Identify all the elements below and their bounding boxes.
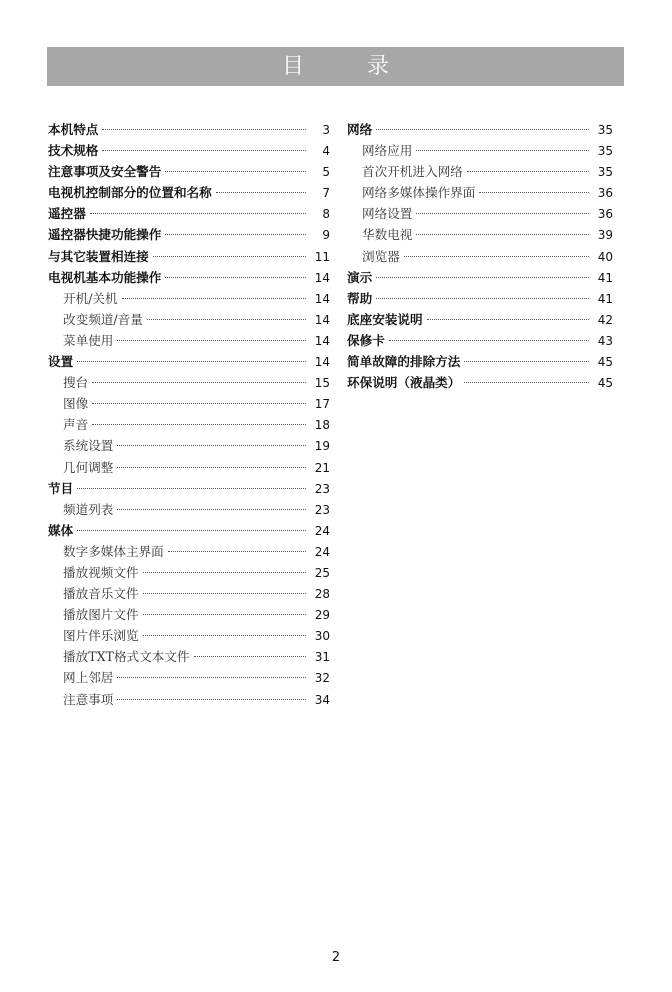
- toc-entry-page: 5: [322, 165, 330, 180]
- toc-entry-title: 节目: [48, 480, 74, 496]
- toc-entry-page: 41: [597, 291, 613, 306]
- dot-leader: [143, 572, 306, 573]
- toc-subentry[interactable]: [48, 541, 330, 562]
- toc-entry[interactable]: [48, 520, 330, 541]
- toc-entry-page: 35: [597, 123, 613, 137]
- toc-entry-page: 43: [597, 333, 613, 348]
- dot-leader: [117, 509, 306, 510]
- toc-subentry[interactable]: [347, 182, 613, 203]
- toc-entry-page: 14: [314, 333, 330, 348]
- toc-subentry[interactable]: [48, 667, 330, 688]
- toc-entry-title: 简单故障的排除方法: [347, 354, 461, 370]
- dot-leader: [117, 340, 306, 341]
- dot-leader: [216, 192, 306, 193]
- toc-entry-page: 45: [597, 376, 613, 391]
- toc-entry-title: 媒体: [48, 522, 74, 538]
- toc-entry[interactable]: [48, 140, 330, 161]
- dot-leader: [165, 171, 306, 172]
- dot-leader: [427, 319, 589, 320]
- toc-entry-page: 45: [597, 355, 613, 370]
- toc-entry-title: 菜单使用: [63, 332, 114, 348]
- toc-entry-title: 播放TXT格式文本文件: [63, 649, 190, 665]
- toc-entry-title: 网络应用: [362, 143, 413, 159]
- toc-entry-title: 系统设置: [63, 438, 114, 454]
- toc-entry[interactable]: [347, 330, 613, 351]
- toc-entry[interactable]: [48, 246, 330, 267]
- toc-entry[interactable]: [347, 119, 613, 140]
- toc-entry-title: 开机/关机: [63, 290, 118, 306]
- toc-entry-title: 本机特点: [48, 122, 99, 137]
- dot-leader: [194, 656, 306, 657]
- toc-subentry[interactable]: [48, 372, 330, 393]
- toc-subentry[interactable]: [48, 604, 330, 625]
- dot-leader: [122, 298, 306, 299]
- dot-leader: [165, 234, 306, 235]
- dot-leader: [143, 635, 306, 636]
- toc-entry[interactable]: [347, 288, 613, 309]
- toc-entry-title: 设置: [48, 354, 74, 370]
- toc-subentry[interactable]: [48, 330, 330, 351]
- toc-entry-title: 播放图片文件: [63, 607, 139, 623]
- toc-entry-page: 34: [314, 692, 330, 707]
- toc-entry-title: 帮助: [347, 290, 373, 306]
- dot-leader: [117, 445, 306, 446]
- dot-leader: [92, 403, 306, 404]
- toc-entry-title: 电视机控制部分的位置和名称: [48, 185, 212, 201]
- dot-leader: [117, 677, 306, 678]
- dot-leader: [467, 171, 589, 172]
- toc-entry-page: 4: [322, 144, 330, 159]
- dot-leader: [102, 129, 306, 130]
- toc-subentry[interactable]: [48, 414, 330, 435]
- toc-entry-page: 11: [314, 249, 330, 264]
- toc-entry-title: 网络: [347, 122, 373, 137]
- dot-leader: [90, 213, 306, 214]
- toc-entry[interactable]: [48, 119, 330, 140]
- dot-leader: [117, 467, 306, 468]
- toc-left-column: [48, 119, 330, 710]
- toc-entry[interactable]: [347, 309, 613, 330]
- dot-leader: [147, 319, 306, 320]
- toc-entry-page: 42: [597, 312, 613, 327]
- dot-leader: [143, 614, 306, 615]
- toc-entry-title: 播放音乐文件: [63, 586, 139, 602]
- dot-leader: [404, 256, 589, 257]
- toc-entry-title: 图像: [63, 396, 89, 412]
- toc-entry-page: 36: [597, 186, 613, 201]
- toc-subentry[interactable]: [48, 562, 330, 583]
- dot-leader: [376, 129, 589, 130]
- toc-entry-title: 浏览器: [362, 248, 400, 264]
- toc-entry-title: 数字多媒体主界面: [63, 543, 164, 559]
- toc-subentry[interactable]: [347, 140, 613, 161]
- toc-subentry[interactable]: [48, 288, 330, 309]
- dot-leader: [416, 150, 589, 151]
- toc-entry[interactable]: [48, 351, 330, 372]
- toc-entry-title: 频道列表: [63, 501, 114, 517]
- dot-leader: [464, 382, 589, 383]
- toc-entry-page: 25: [314, 565, 330, 580]
- toc-subentry[interactable]: [48, 309, 330, 330]
- toc-entry-title: 保修卡: [347, 332, 385, 348]
- toc-entry-title: 与其它装置相连接: [48, 248, 149, 264]
- toc-entry-title: 华数电视: [362, 227, 413, 243]
- toc-entry-page: 36: [597, 207, 613, 222]
- dot-leader: [479, 192, 589, 193]
- toc-entry-page: 14: [314, 270, 330, 285]
- toc-entry[interactable]: [347, 372, 613, 393]
- dot-leader: [92, 424, 306, 425]
- toc-entry[interactable]: [48, 182, 330, 203]
- toc-entry-page: 8: [322, 207, 330, 222]
- toc-entry-page: 41: [597, 270, 613, 285]
- toc-entry-page: 9: [322, 228, 330, 243]
- dot-leader: [77, 361, 306, 362]
- toc-entry-title: 首次开机进入网络: [362, 164, 463, 180]
- toc-subentry[interactable]: [48, 435, 330, 456]
- toc-entry-title: 电视机基本功能操作: [48, 269, 162, 285]
- dot-leader: [92, 382, 306, 383]
- toc-subentry[interactable]: [347, 203, 613, 224]
- toc-entry-page: 39: [597, 228, 613, 243]
- toc-entry-page: 29: [314, 608, 330, 623]
- toc-entry-title: 环保说明（液晶类）: [347, 375, 461, 391]
- toc-subentry[interactable]: [48, 457, 330, 478]
- dot-leader: [376, 298, 589, 299]
- toc-entry[interactable]: [347, 267, 613, 288]
- dot-leader: [153, 256, 306, 257]
- dot-leader: [389, 340, 589, 341]
- toc-entry-page: 31: [314, 650, 330, 665]
- toc-entry-page: 21: [314, 460, 330, 475]
- toc-entry-title: 网络设置: [362, 206, 413, 222]
- toc-entry-page: 32: [314, 671, 330, 686]
- page-number: 2: [331, 950, 341, 965]
- toc-entry-page: 14: [314, 312, 330, 327]
- toc-entry[interactable]: [48, 224, 330, 245]
- toc-entry-title: 注意事项: [63, 691, 114, 707]
- toc-entry-page: 28: [314, 587, 330, 602]
- dot-leader: [416, 213, 589, 214]
- toc-entry-title: 遥控器: [48, 206, 86, 222]
- toc-subentry[interactable]: [48, 646, 330, 667]
- toc-subentry[interactable]: [48, 583, 330, 604]
- toc-entry-title: 注意事项及安全警告: [48, 164, 162, 180]
- toc-entry-title: 技术规格: [48, 143, 99, 159]
- dot-leader: [165, 277, 306, 278]
- toc-entry[interactable]: [347, 351, 613, 372]
- dot-leader: [464, 361, 589, 362]
- dot-leader: [416, 234, 589, 235]
- dot-leader: [77, 488, 306, 489]
- toc-entry-title: 播放视频文件: [63, 564, 139, 580]
- toc-entry-page: 35: [597, 144, 613, 159]
- toc-entry-page: 17: [314, 397, 330, 412]
- toc-entry-page: 14: [314, 291, 330, 306]
- toc-entry-page: 19: [314, 439, 330, 454]
- toc-entry-title: 改变频道/音量: [63, 311, 143, 327]
- toc-entry-page: 18: [314, 418, 330, 433]
- toc-entry-page: 24: [314, 544, 330, 559]
- toc-entry-title: 网上邻居: [63, 670, 114, 686]
- toc-subentry[interactable]: [347, 224, 613, 245]
- toc-entry-page: 15: [314, 376, 330, 391]
- dot-leader: [102, 150, 306, 151]
- toc-entry[interactable]: [48, 161, 330, 182]
- toc-subentry[interactable]: [48, 625, 330, 646]
- toc-entry-title: 遥控器快捷功能操作: [48, 227, 162, 243]
- dot-leader: [117, 699, 306, 700]
- toc-entry-title: 几何调整: [63, 459, 114, 475]
- toc-subentry[interactable]: [347, 161, 613, 182]
- dot-leader: [168, 551, 306, 552]
- toc-entry-page: 7: [322, 186, 330, 201]
- toc-entry-title: 演示: [347, 269, 373, 285]
- toc-subentry[interactable]: [48, 689, 330, 710]
- toc-entry-title: 图片伴乐浏览: [63, 628, 139, 644]
- toc-right-column: [347, 119, 613, 393]
- dot-leader: [77, 530, 306, 531]
- dot-leader: [376, 277, 589, 278]
- toc-entry-page: 24: [314, 523, 330, 538]
- toc-subentry[interactable]: [48, 393, 330, 414]
- toc-entry[interactable]: [48, 478, 330, 499]
- toc-subentry[interactable]: [347, 246, 613, 267]
- page-title: 目 录: [47, 47, 624, 86]
- dot-leader: [143, 593, 306, 594]
- toc-subentry[interactable]: [48, 499, 330, 520]
- toc-entry-title: 搜台: [63, 375, 89, 391]
- toc-entry-page: 30: [314, 629, 330, 644]
- toc-entry-title: 底座安装说明: [347, 311, 423, 327]
- toc-entry-page: 23: [314, 502, 330, 517]
- toc-entry-page: 23: [314, 481, 330, 496]
- toc-entry-page: 40: [597, 249, 613, 264]
- toc-entry-title: 声音: [63, 417, 89, 433]
- toc-entry[interactable]: [48, 203, 330, 224]
- toc-entry-page: 35: [597, 165, 613, 180]
- toc-entry-page: 3: [322, 123, 330, 137]
- toc-entry-title: 网络多媒体操作界面: [362, 185, 476, 201]
- toc-entry[interactable]: [48, 267, 330, 288]
- toc-entry-page: 14: [314, 355, 330, 370]
